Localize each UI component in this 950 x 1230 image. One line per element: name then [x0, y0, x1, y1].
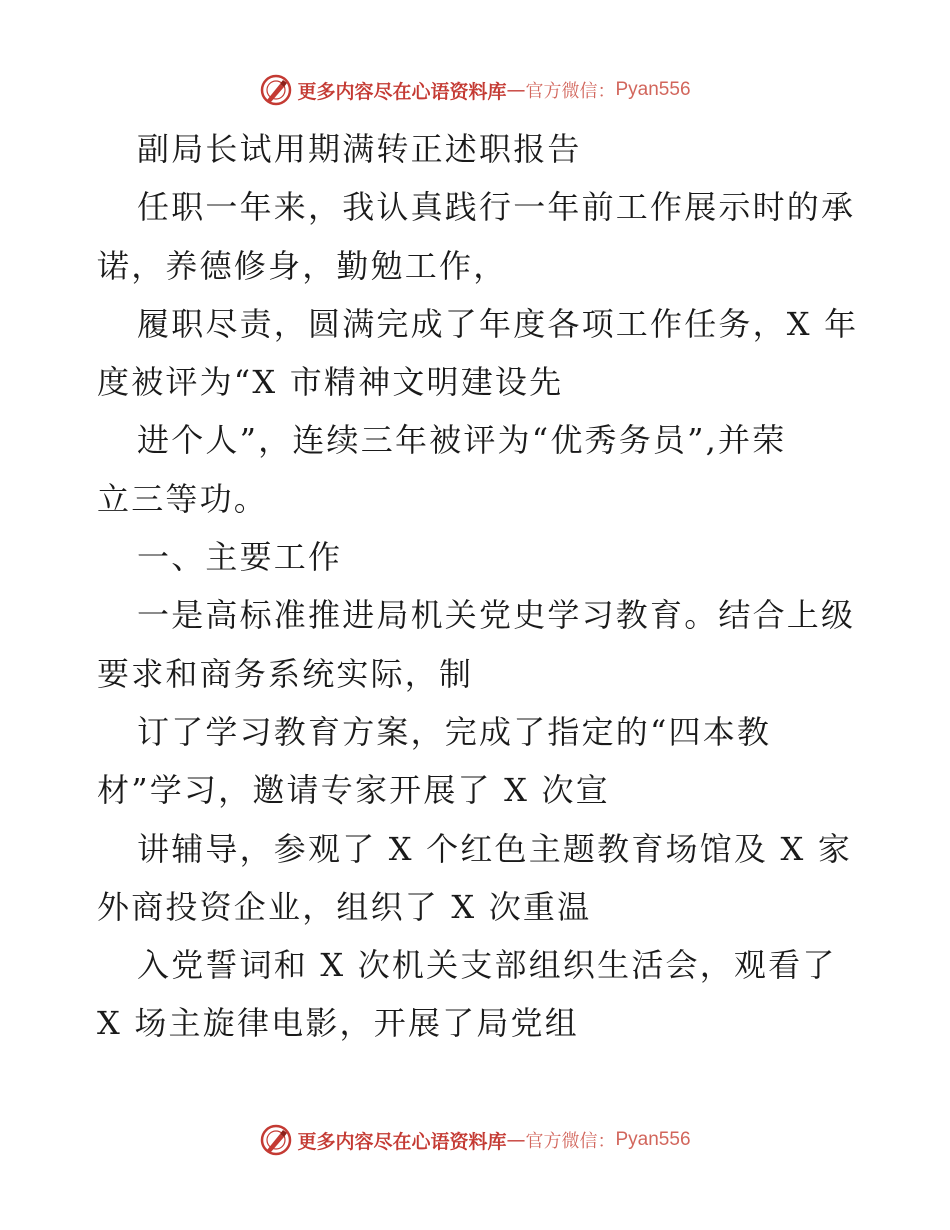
text-line: 度被评为“X 市精神文明建设先 — [97, 363, 564, 402]
text-line: 立三等功。 — [97, 479, 269, 518]
text-line: 订了学习教育方案，完成了指定的“四本教 — [137, 712, 772, 751]
banner-dash: — — [506, 1129, 526, 1151]
text-line: 一、主要工作 — [137, 538, 343, 577]
text-line: 诺，养德修身，勤勉工作， — [97, 246, 508, 285]
banner-site-name: 更多内容尽在心语资料库 — [297, 80, 507, 103]
text-line: 入党誓词和 X 次机关支部组织生活会，观看了 — [137, 946, 837, 985]
document-body — [97, 120, 857, 1053]
text-line: 任职一年来，我认真践行一年前工作展示时的承 — [137, 188, 856, 227]
text-line: 履职尽责，圆满完成了年度各项工作任务，X 年 — [137, 304, 859, 343]
text-line: 材”学习，邀请专家开展了 X 次宣 — [97, 771, 610, 810]
header-banner — [0, 70, 950, 110]
banner-dash: — — [506, 79, 526, 101]
text-line: 一是高标准推进局机关党史学习教育。结合上级 — [137, 596, 856, 635]
text-line: X 场主旋律电影，开展了局党组 — [97, 1004, 579, 1043]
banner-wechat-id: Pyan556 — [615, 79, 691, 100]
text-line: 外商投资企业，组织了 X 次重温 — [97, 887, 592, 926]
document-title: 副局长试用期满转正述职报告 — [137, 130, 582, 168]
pen-logo-icon — [259, 73, 293, 107]
pen-logo-icon — [259, 1123, 293, 1157]
text-line: 进个人”，连续三年被评为“优秀务员”,并荣 — [137, 421, 787, 460]
banner-site-name: 更多内容尽在心语资料库 — [297, 1130, 507, 1153]
banner-wechat-id: Pyan556 — [615, 1129, 691, 1150]
footer-banner — [0, 1120, 950, 1160]
text-line: 讲辅导，参观了 X 个红色主题教育场馆及 X 家 — [137, 829, 853, 868]
banner-wechat-label: 官方微信： — [525, 1131, 616, 1152]
banner-wechat-label: 官方微信： — [525, 81, 616, 102]
text-line: 要求和商务系统实际，制 — [97, 654, 474, 693]
